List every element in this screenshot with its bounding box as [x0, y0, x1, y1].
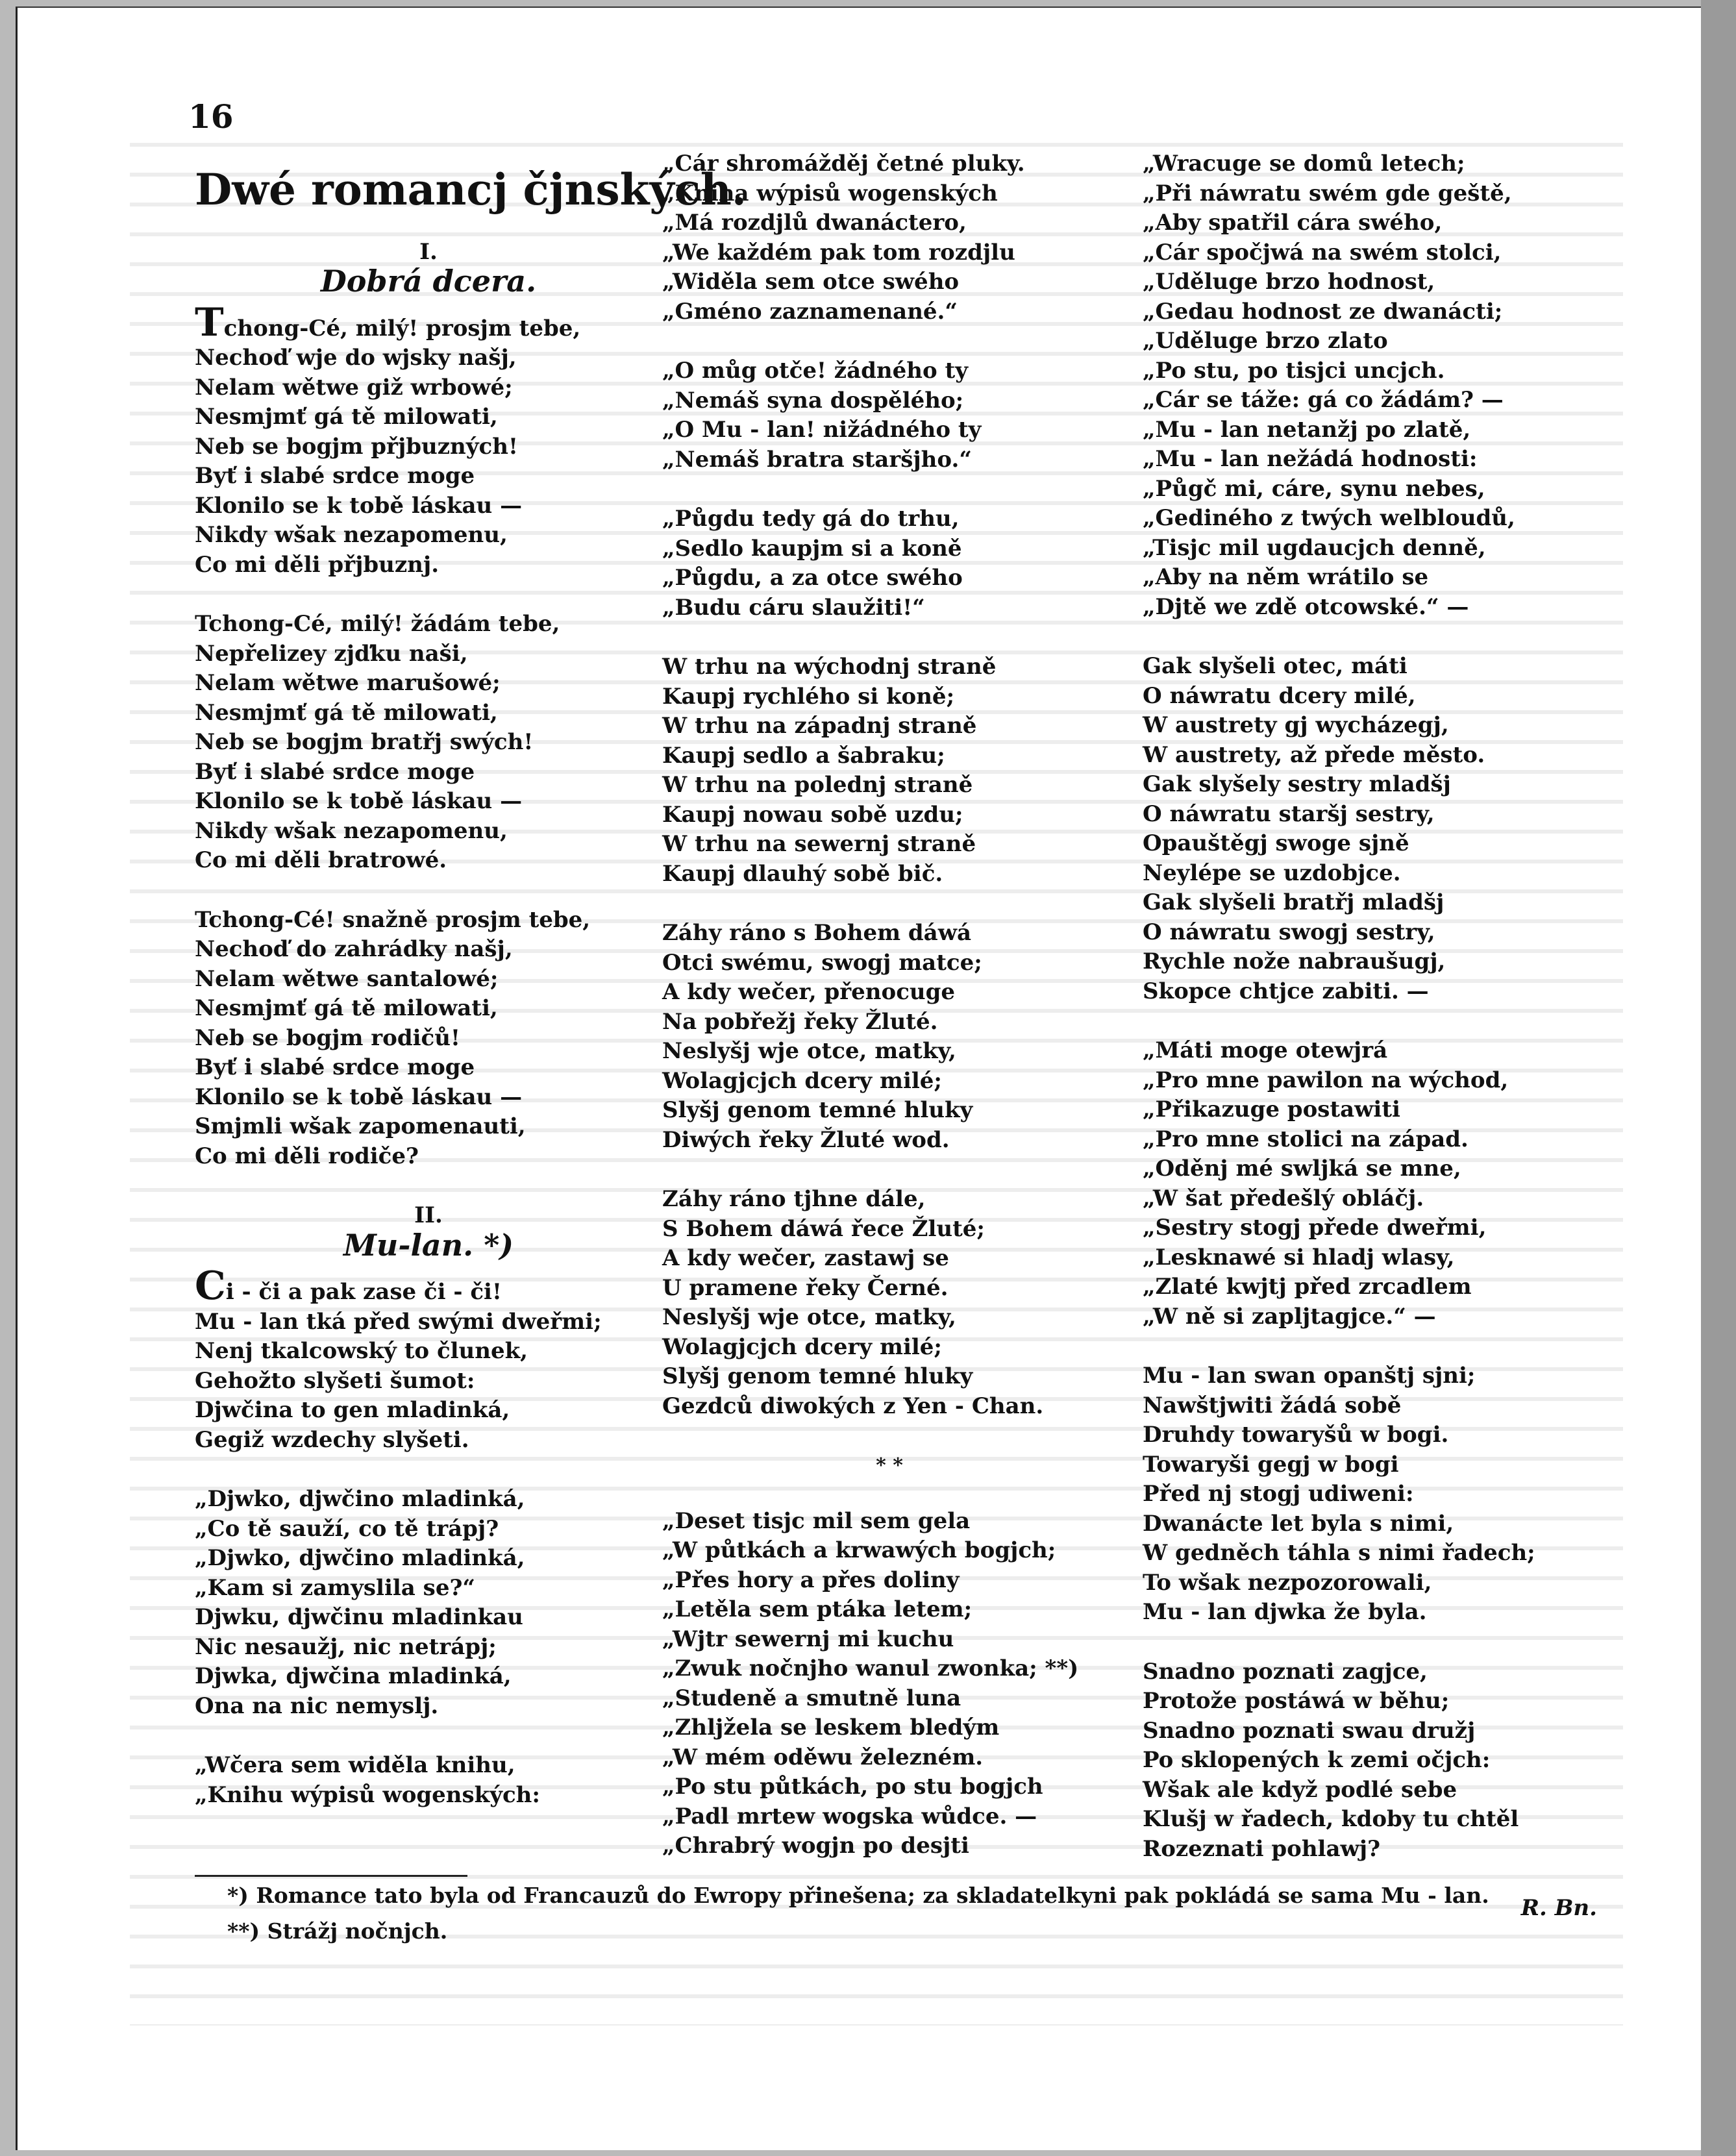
verse-line: Tchong-Cé! snažně prosjm tebe,: [195, 906, 591, 933]
verse-line: „Má rozdjlů dwanáctero,: [662, 210, 967, 236]
verse-line: Klušj w řadech, kdoby tu chtěl: [1143, 1806, 1519, 1832]
verse-line: „Wjtr sewernj mi kuchu: [662, 1626, 954, 1652]
verse-line: „Wčera sem widěla knihu,: [195, 1752, 515, 1778]
verse-line: W gedněch táhla s nimi řadech;: [1143, 1540, 1535, 1566]
verse-line: Tchong-Cé, milý! žádám tebe,: [195, 611, 560, 637]
verse-line: „Půgč mi, cáre, synu nebes,: [1143, 475, 1485, 502]
verse-line: Djwčina to gen mladinká,: [195, 1397, 510, 1423]
verse-line: Gehožto slyšeti šumot:: [195, 1367, 475, 1394]
stanza: [662, 652, 1143, 889]
verse-line: Neylépe se uzdobjce.: [1143, 860, 1401, 886]
verse-line: „Sestry stogj přede dweřmi,: [1143, 1215, 1487, 1241]
stanza: [195, 299, 675, 580]
stanza: [1143, 1036, 1610, 1332]
verse-line: „W půtkách a krwawých bogjch;: [662, 1537, 1056, 1563]
verse-line: Neb se bogjm rodičů!: [195, 1024, 460, 1051]
verse-line: Neb se bogjm přjbuzných!: [195, 433, 518, 460]
verse-line: Nikdy wšak nezapomenu,: [195, 522, 508, 548]
column-left: [195, 149, 747, 1840]
verse-line: Nesmjmť gá tě milowati,: [195, 699, 498, 726]
verse-line: „Po stu půtkách, po stu bogjch: [662, 1774, 1043, 1800]
verse-line: Gezdců diwokých z Yen - Chan.: [662, 1393, 1044, 1419]
verse-line: W austrety gj wycházegj,: [1143, 712, 1449, 738]
stanza: [662, 1185, 1143, 1421]
verse-line: Skopce chtjce zabiti. —: [1143, 978, 1429, 1004]
verse-line: Rychle nože nabraušugj,: [1143, 948, 1446, 974]
verse-line: „Tisjc mil ugdaucjch denně,: [1143, 534, 1486, 561]
verse-line: Rozeznati pohlawj?: [1143, 1835, 1380, 1862]
verse-line: Neslyšj wje otce, matky,: [662, 1304, 956, 1330]
verse-line: Byť i slabé srdce moge: [195, 463, 475, 489]
verse-line: Wolagjcjch dcery milé;: [662, 1333, 942, 1360]
verse-line: Kaupj nowau sobě uzdu;: [662, 801, 963, 828]
part-2-number: II.: [414, 1202, 443, 1228]
verse-line: „W mém oděwu železném.: [662, 1744, 984, 1770]
verse-line: „Djwko, djwčino mladinká,: [195, 1486, 525, 1512]
verse-line: Wolagjcjch dcery milé;: [662, 1067, 942, 1094]
verse-line: Diwých řeky Žluté wod.: [662, 1126, 950, 1153]
verse-line: Mu - lan swan opanštj sjni;: [1143, 1363, 1476, 1389]
verse-line: Nikdy wšak nezapomenu,: [195, 817, 508, 844]
verse-line: Nelam wětwe marušowé;: [195, 670, 501, 696]
verse-line: Gak slyšely sestry mladšj: [1143, 771, 1451, 797]
verse-line: O náwratu dcery milé,: [1143, 682, 1416, 709]
verse-line: Byť i slabé srdce moge: [195, 758, 475, 785]
part-1-number: I.: [419, 238, 438, 265]
verse-line: Byť i slabé srdce moge: [195, 1054, 475, 1080]
section-stars: * *: [876, 1454, 903, 1477]
verse-line: „Chrabrý wogjn po desjti: [662, 1833, 969, 1859]
verse-line: Druhdy towaryšů w bogi.: [1143, 1422, 1449, 1448]
verse-line: Nelam wětwe santalowé;: [195, 965, 499, 992]
verse-line: „Uděluge brzo zlato: [1143, 328, 1388, 354]
verse-line: „Půgdu tedy gá do trhu,: [662, 506, 960, 532]
column-right: [1143, 149, 1610, 1924]
part-1-poem: [195, 299, 675, 1172]
verse-line: „Přes hory a přes doliny: [662, 1567, 960, 1593]
verse-line: W trhu na západnj straně: [662, 713, 977, 739]
verse-line: „Kniha wýpisů wogenských: [662, 180, 998, 206]
verse-line: „We každém pak tom rozdjlu: [662, 239, 1015, 266]
verse-line: Smjmli wšak zapomenauti,: [195, 1113, 526, 1139]
verse-line: „Aby na něm wrátilo se: [1143, 564, 1429, 590]
footnote-1: *) Romance tato byla od Francauzů do Ewropy přinešena; za skladatelkyni pak pokládá se sama Mu - lan.: [227, 1883, 1489, 1908]
binding-edge: [1701, 0, 1736, 2156]
verse-line: U pramene řeky Černé.: [662, 1274, 949, 1301]
verse-line: Po sklopených k zemi očjch:: [1143, 1747, 1491, 1773]
verse-line: Djwku, djwčinu mladinkau: [195, 1604, 523, 1630]
verse-line: Na pobřežj řeky Žluté.: [662, 1008, 938, 1035]
verse-line: A kdy wečer, zastawj se: [662, 1245, 949, 1271]
stanza: [195, 1485, 675, 1721]
verse-line: Gak slyšeli otec, máti: [1143, 653, 1407, 679]
verse-line: Před nj stogj udiweni:: [1143, 1481, 1414, 1507]
verse-line: Neslyšj wje otce, matky,: [662, 1038, 956, 1064]
part-2-poem-right: [1143, 149, 1610, 1864]
verse-line: Tchong-Cé, milý! prosjm tebe,: [195, 299, 581, 345]
verse-line: „Mu - lan nežádá hodnosti:: [1143, 446, 1478, 472]
verse-line: Dwanácte let byla s nimi,: [1143, 1510, 1454, 1537]
verse-line: „Nemáš syna dospělého;: [662, 387, 964, 414]
verse-line: „Padl mrtew wogska wůdce. —: [662, 1803, 1037, 1829]
verse-line: Protože postáwá w běhu;: [1143, 1688, 1450, 1714]
verse-line: „Gediného z twých welbloudů,: [1143, 505, 1515, 531]
verse-line: „Letěla sem ptáka letem;: [662, 1596, 973, 1622]
verse-line: O náwratu swogj sestry,: [1143, 919, 1435, 945]
verse-line: „O Mu - lan! nižádného ty: [662, 417, 982, 443]
verse-line: W trhu na polednj straně: [662, 772, 973, 798]
verse-line: Klonilo se k tobě láskau —: [195, 788, 523, 814]
part-2-title: Mu-lan. *): [343, 1227, 514, 1263]
main-heading: Dwé romancj čjnských.: [195, 164, 747, 215]
verse-line: „Přikazuge postawiti: [1143, 1097, 1400, 1122]
verse-line: „Budu cáru slaužiti!“: [662, 594, 925, 621]
part-2-poem-left: [195, 1263, 675, 1810]
stanza: [662, 504, 1143, 623]
verse-line: Nawštjwiti žádá sobě: [1143, 1392, 1402, 1419]
verse-line: Gegiž wzdechy slyšeti.: [195, 1426, 469, 1453]
verse-line: Co mi děli bratrowé.: [195, 847, 447, 873]
verse-line: „Zwuk nočnjho wanul zwonka; **): [662, 1655, 1079, 1681]
verse-line: Mu - lan tká před swými dweřmi;: [195, 1308, 602, 1335]
verse-line: „Djwko, djwčino mladinká,: [195, 1545, 525, 1571]
verse-line: „Wracuge se domů letech;: [1143, 151, 1465, 177]
verse-line: Snadno poznati swau družj: [1143, 1717, 1476, 1744]
verse-line: Záhy ráno s Bohem dáwá: [662, 920, 971, 946]
verse-line: „Co tě sauží, co tě trápj?: [195, 1515, 499, 1542]
verse-line: „Pro mne pawilon na wýchod,: [1143, 1067, 1509, 1093]
verse-line: „Půgdu, a za otce swého: [662, 565, 963, 591]
stanza: [1143, 1657, 1610, 1865]
verse-line: Djwka, djwčina mladinká,: [195, 1663, 512, 1689]
verse-line: „Mu - lan netanžj po zlatě,: [1143, 416, 1471, 443]
verse-line: W trhu na sewernj straně: [662, 831, 976, 857]
verse-line: Nesmjmť gá tě milowati,: [195, 404, 498, 430]
stanza: [662, 149, 1143, 327]
stanza: [662, 919, 1143, 1155]
verse-line: Nic nesaužj, nic netrápj;: [195, 1633, 497, 1660]
verse-line: Mu - lan djwka že byla.: [1143, 1599, 1427, 1625]
footnote-2: **) Strážj nočnjch.: [227, 1918, 448, 1944]
verse-line: O náwratu staršj sestry,: [1143, 800, 1435, 827]
verse-line: „Kam si zamyslila se?“: [195, 1574, 475, 1601]
verse-line: „Lesknawé si hladj wlasy,: [1143, 1244, 1455, 1270]
verse-line: „Djtě we zdě otcowské.“ —: [1143, 593, 1469, 620]
stanza: [195, 1263, 675, 1455]
stanza: [195, 1751, 675, 1810]
verse-line: „Gméno zaznamenané.“: [662, 298, 958, 325]
verse-line: To wšak nezpozorowali,: [1143, 1569, 1432, 1596]
verse-line: „Pro mne stolici na západ.: [1143, 1126, 1469, 1152]
verse-line: Nenj tkalcowský to člunek,: [195, 1338, 528, 1364]
verse-line: W trhu na wýchodnj straně: [662, 654, 997, 680]
verse-line: Co mi děli rodiče?: [195, 1143, 419, 1169]
verse-line: Ci - či a pak zase či - či!: [195, 1263, 502, 1309]
verse-line: „Cár se táže: gá co žádám? —: [1143, 387, 1504, 413]
verse-line: „Studeně a smutně luna: [662, 1685, 961, 1711]
verse-line: „Nemáš bratra staršjho.“: [662, 446, 972, 473]
verse-line: Nesmjmť gá tě milowati,: [195, 995, 498, 1021]
verse-line: Nechoď do zahrádky našj,: [195, 936, 513, 962]
verse-line: A kdy wečer, přenocuge: [662, 979, 956, 1005]
verse-line: Slyšj genom temné hluky: [662, 1363, 973, 1389]
verse-line: Snadno poznati zagjce,: [1143, 1658, 1428, 1685]
part-1-title: Dobrá dcera.: [320, 264, 537, 299]
stanza: [195, 906, 675, 1172]
footnote-rule: [195, 1875, 467, 1877]
verse-line: „Po stu, po tisjci uncjch.: [1143, 357, 1445, 384]
verse-line: Nelam wětwe giž wrbowé;: [195, 374, 513, 401]
verse-line: Co mi děli přjbuznj.: [195, 551, 440, 578]
stanza: [195, 610, 675, 876]
verse-line: „Máti moge otewjrá: [1143, 1037, 1388, 1063]
verse-line: Kaupj dlauhý sobě bič.: [662, 860, 943, 887]
stanza: [662, 1507, 1143, 1861]
stanza: [1143, 149, 1610, 622]
verse-line: „Uděluge brzo hodnost,: [1143, 269, 1435, 295]
part-2-poem-middle-b: [662, 1507, 1143, 1861]
verse-line: „Gedau hodnost ze dwanácti;: [1143, 298, 1503, 325]
verse-line: „Aby spatřil cára swého,: [1143, 210, 1443, 236]
verse-line: Wšak ale když podlé sebe: [1143, 1776, 1457, 1803]
verse-line: Nechoď wje do wjsky našj,: [195, 345, 517, 371]
verse-line: „Knihu wýpisů wogenských:: [195, 1781, 540, 1808]
verse-line: „Při náwratu swém gde geště,: [1143, 180, 1512, 206]
stanza: [1143, 652, 1610, 1006]
verse-line: „Cár shromážděj četné pluky.: [662, 151, 1025, 177]
verse-line: „Deset tisjc mil sem gela: [662, 1507, 971, 1534]
verse-line: Gak slyšeli bratřj mladšj: [1143, 889, 1445, 915]
verse-line: „Zlaté kwjtj před zrcadlem: [1143, 1274, 1472, 1300]
verse-line: „Sedlo kaupjm si a koně: [662, 535, 962, 562]
verse-line: „Cár spočjwá na swém stolci,: [1143, 239, 1502, 266]
part-2-poem-middle: [662, 149, 1143, 1421]
verse-line: W austrety, až přede město.: [1143, 741, 1485, 768]
verse-line: Towaryši gegj w bogi: [1143, 1451, 1399, 1478]
page-number: 16: [188, 97, 234, 136]
column-middle: [662, 149, 1143, 1891]
verse-line: „W šat předešlý obláčj.: [1143, 1185, 1424, 1211]
verse-line: Nepřelizey zjďku naši,: [195, 640, 468, 667]
author-signature: R. Bn.: [1520, 1895, 1597, 1921]
verse-line: Kaupj sedlo a šabraku;: [662, 742, 945, 769]
stanza: [662, 356, 1143, 475]
verse-line: „O můg otče! žádného ty: [662, 358, 968, 384]
verse-line: „W ně si zapljtagjce.“ —: [1143, 1303, 1436, 1330]
verse-line: S Bohem dáwá řece Žluté;: [662, 1215, 985, 1242]
verse-line: Otci swému, swogj matce;: [662, 949, 982, 976]
verse-line: Záhy ráno tjhne dále,: [662, 1186, 926, 1212]
verse-line: Kaupj rychlého si koně;: [662, 683, 955, 710]
verse-line: „Oděnj mé swljká se mne,: [1143, 1156, 1461, 1182]
verse-line: Opauštěgj swoge sjně: [1143, 830, 1409, 856]
stanza: [1143, 1361, 1610, 1628]
verse-line: „Widěla sem otce swého: [662, 269, 960, 295]
verse-line: Neb se bogjm bratřj swých!: [195, 729, 534, 755]
verse-line: „Zhljžela se leskem bledým: [662, 1715, 1000, 1741]
verse-line: Klonilo se k tobě láskau —: [195, 492, 523, 519]
verse-line: Slyšj genom temné hluky: [662, 1097, 973, 1123]
verse-line: Ona na nic nemyslj.: [195, 1692, 439, 1719]
verse-line: Klonilo se k tobě láskau —: [195, 1084, 523, 1110]
